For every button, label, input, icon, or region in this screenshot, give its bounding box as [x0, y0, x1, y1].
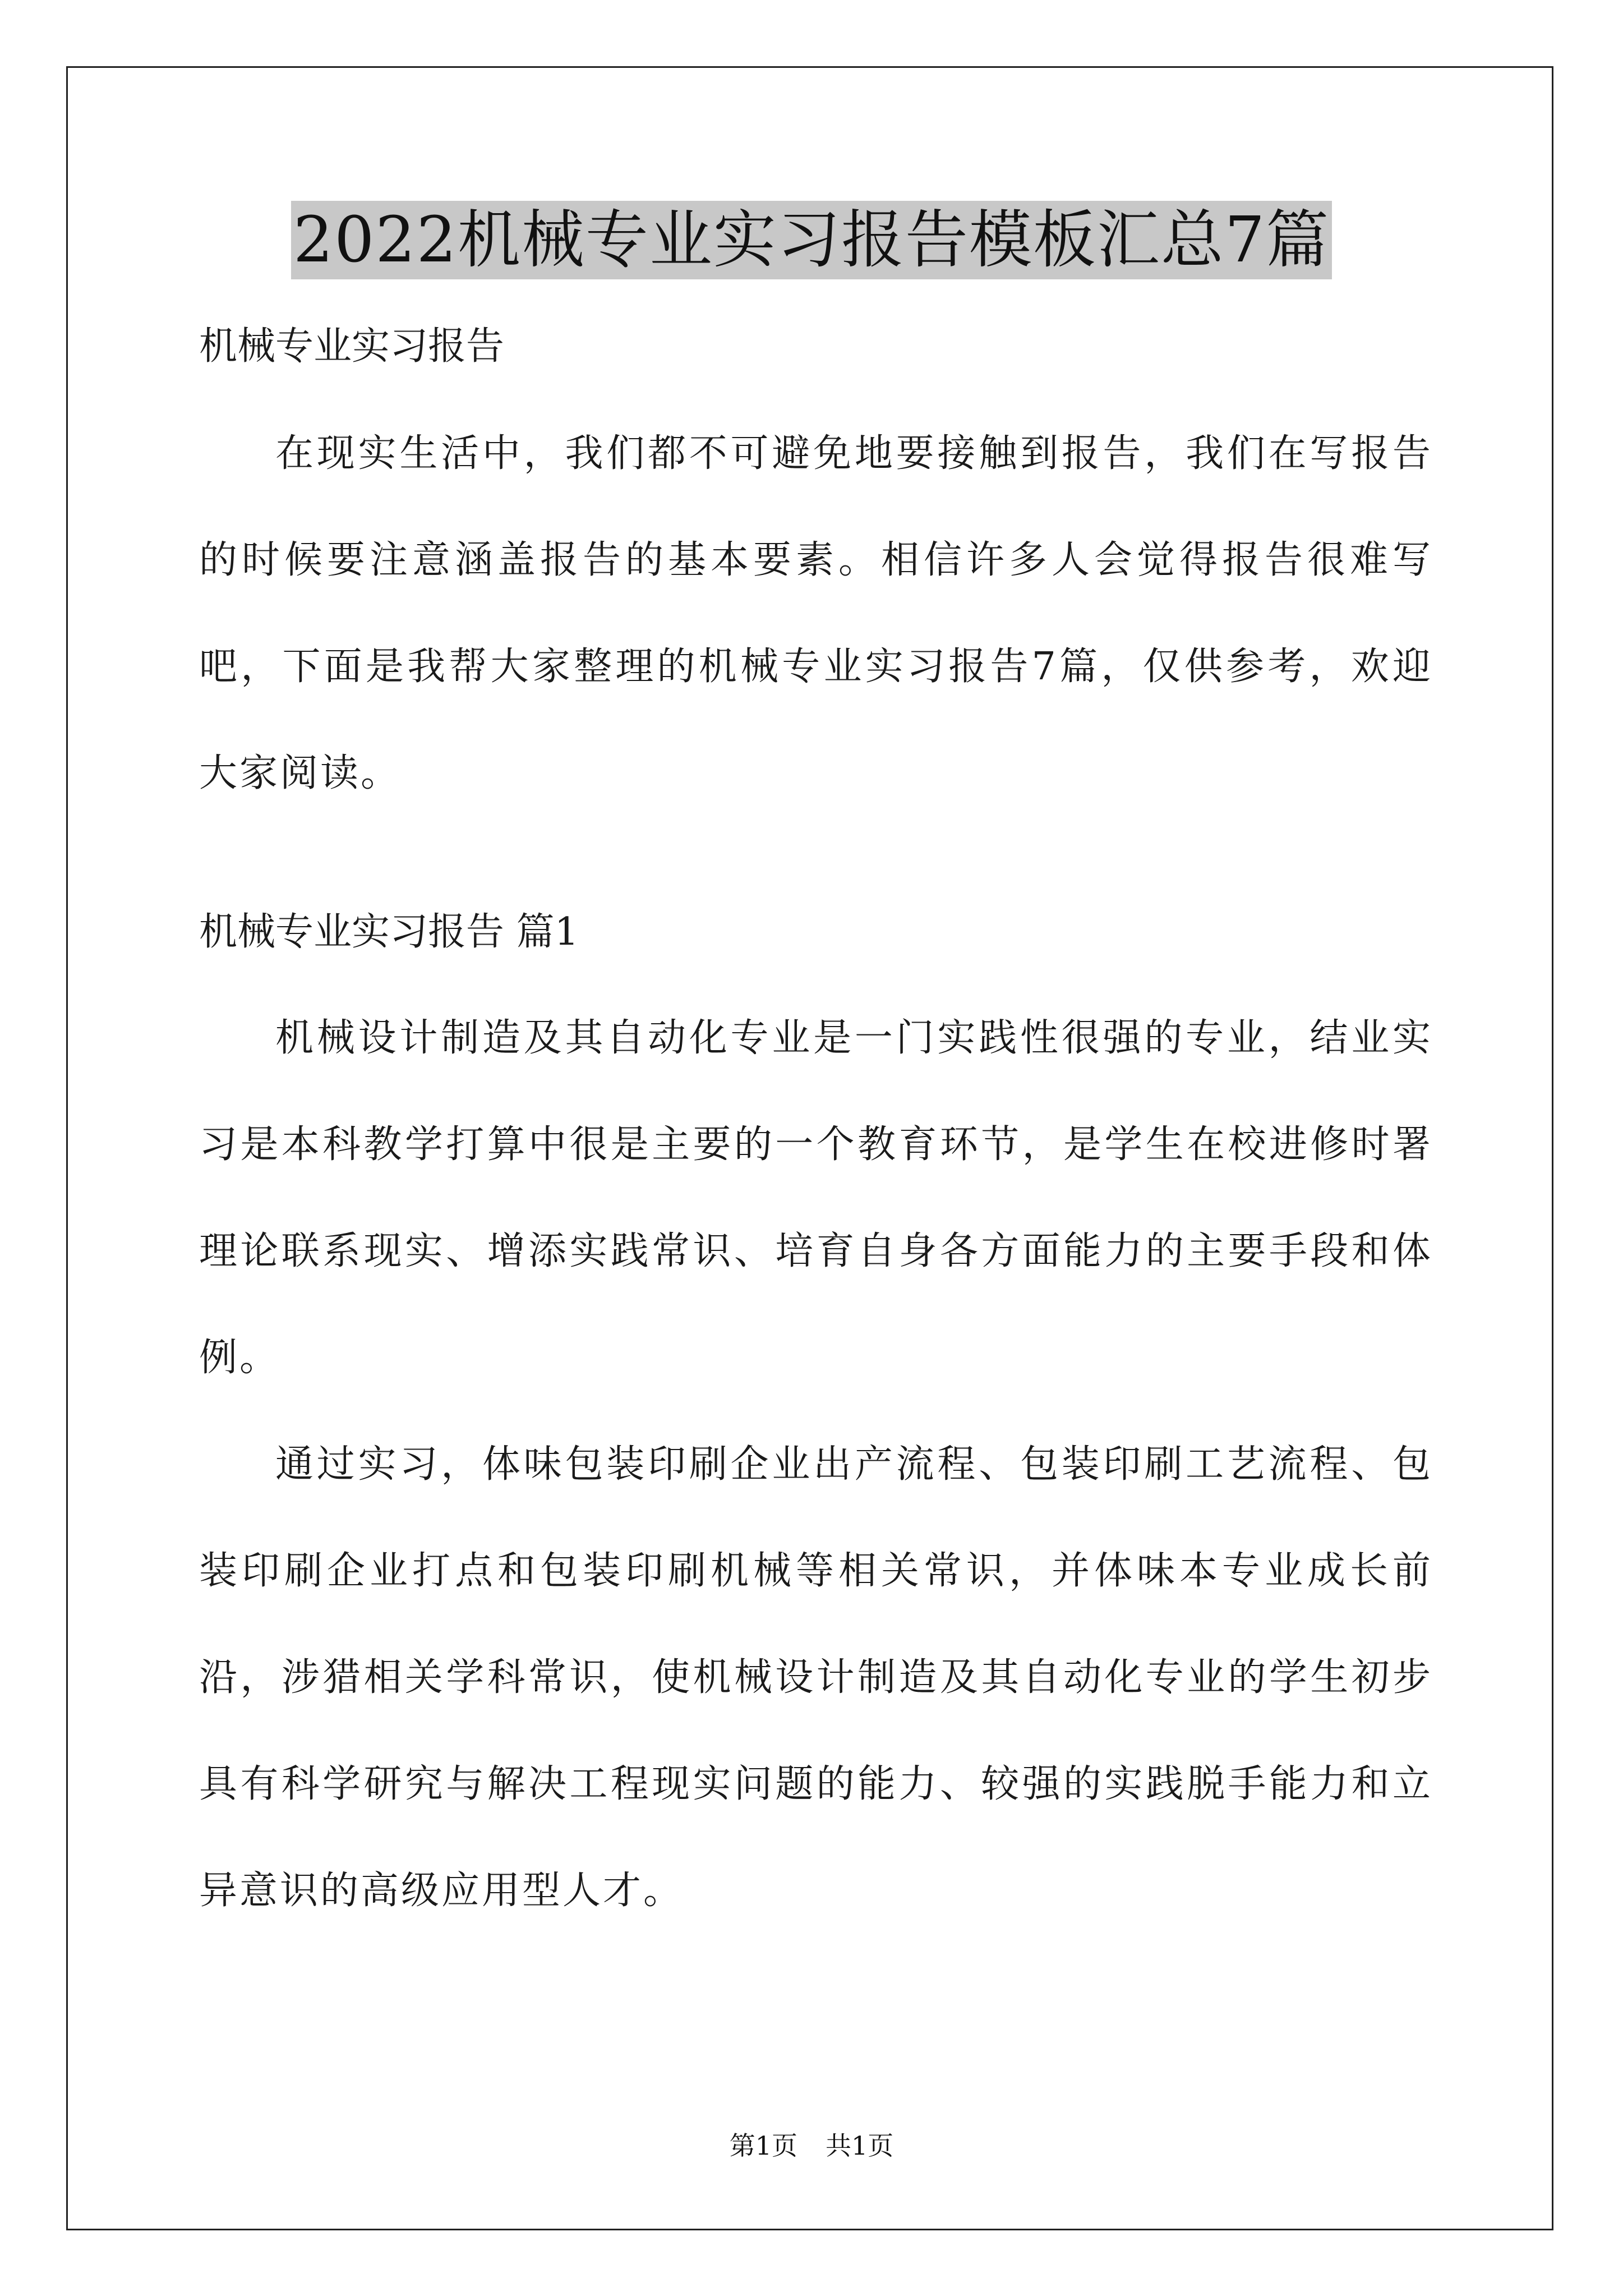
section1-paragraph-1: 机械设计制造及其自动化专业是一门实践性很强的专业，结业实习是本科教学打算中很是主要的一个教育环节，是学生在校进修时署理论联系现实、增添实践常识、培育自身各方面能力的主要手段和体例。: [199, 1016, 1433, 1380]
title-wrap: [0, 201, 1623, 279]
document-title: 2022机械专业实习报告模板汇总7篇: [291, 201, 1332, 279]
intro-paragraph: 在现实生活中，我们都不可避免地要接触到报告，我们在写报告的时候要注意涵盖报告的基本要素。相信许多人会觉得报告很难写吧，下面是我帮大家整理的机械专业实习报告7篇，仅供参考，欢迎大家阅读。: [199, 431, 1433, 795]
section1-heading: 机械专业实习报告 篇1: [199, 910, 579, 954]
section1-paragraph-2: 通过实习，体味包装印刷企业出产流程、包装印刷工艺流程、包装印刷企业打点和包装印刷机械等相关常识，并体味本专业成长前沿，涉猎相关学科常识，使机械设计制造及其自动化专业的学生初步具有科学研究与解决工程现实问题的能力、较强的实践脱手能力和立异意识的高级应用型人才。: [199, 1442, 1433, 1913]
page-footer: [0, 2129, 1623, 2162]
intro-heading: 机械专业实习报告: [199, 324, 505, 369]
page-number-current: 第1页: [729, 2131, 797, 2161]
page-number-total: 共1页: [826, 2131, 894, 2161]
document-body: [199, 320, 1433, 1944]
